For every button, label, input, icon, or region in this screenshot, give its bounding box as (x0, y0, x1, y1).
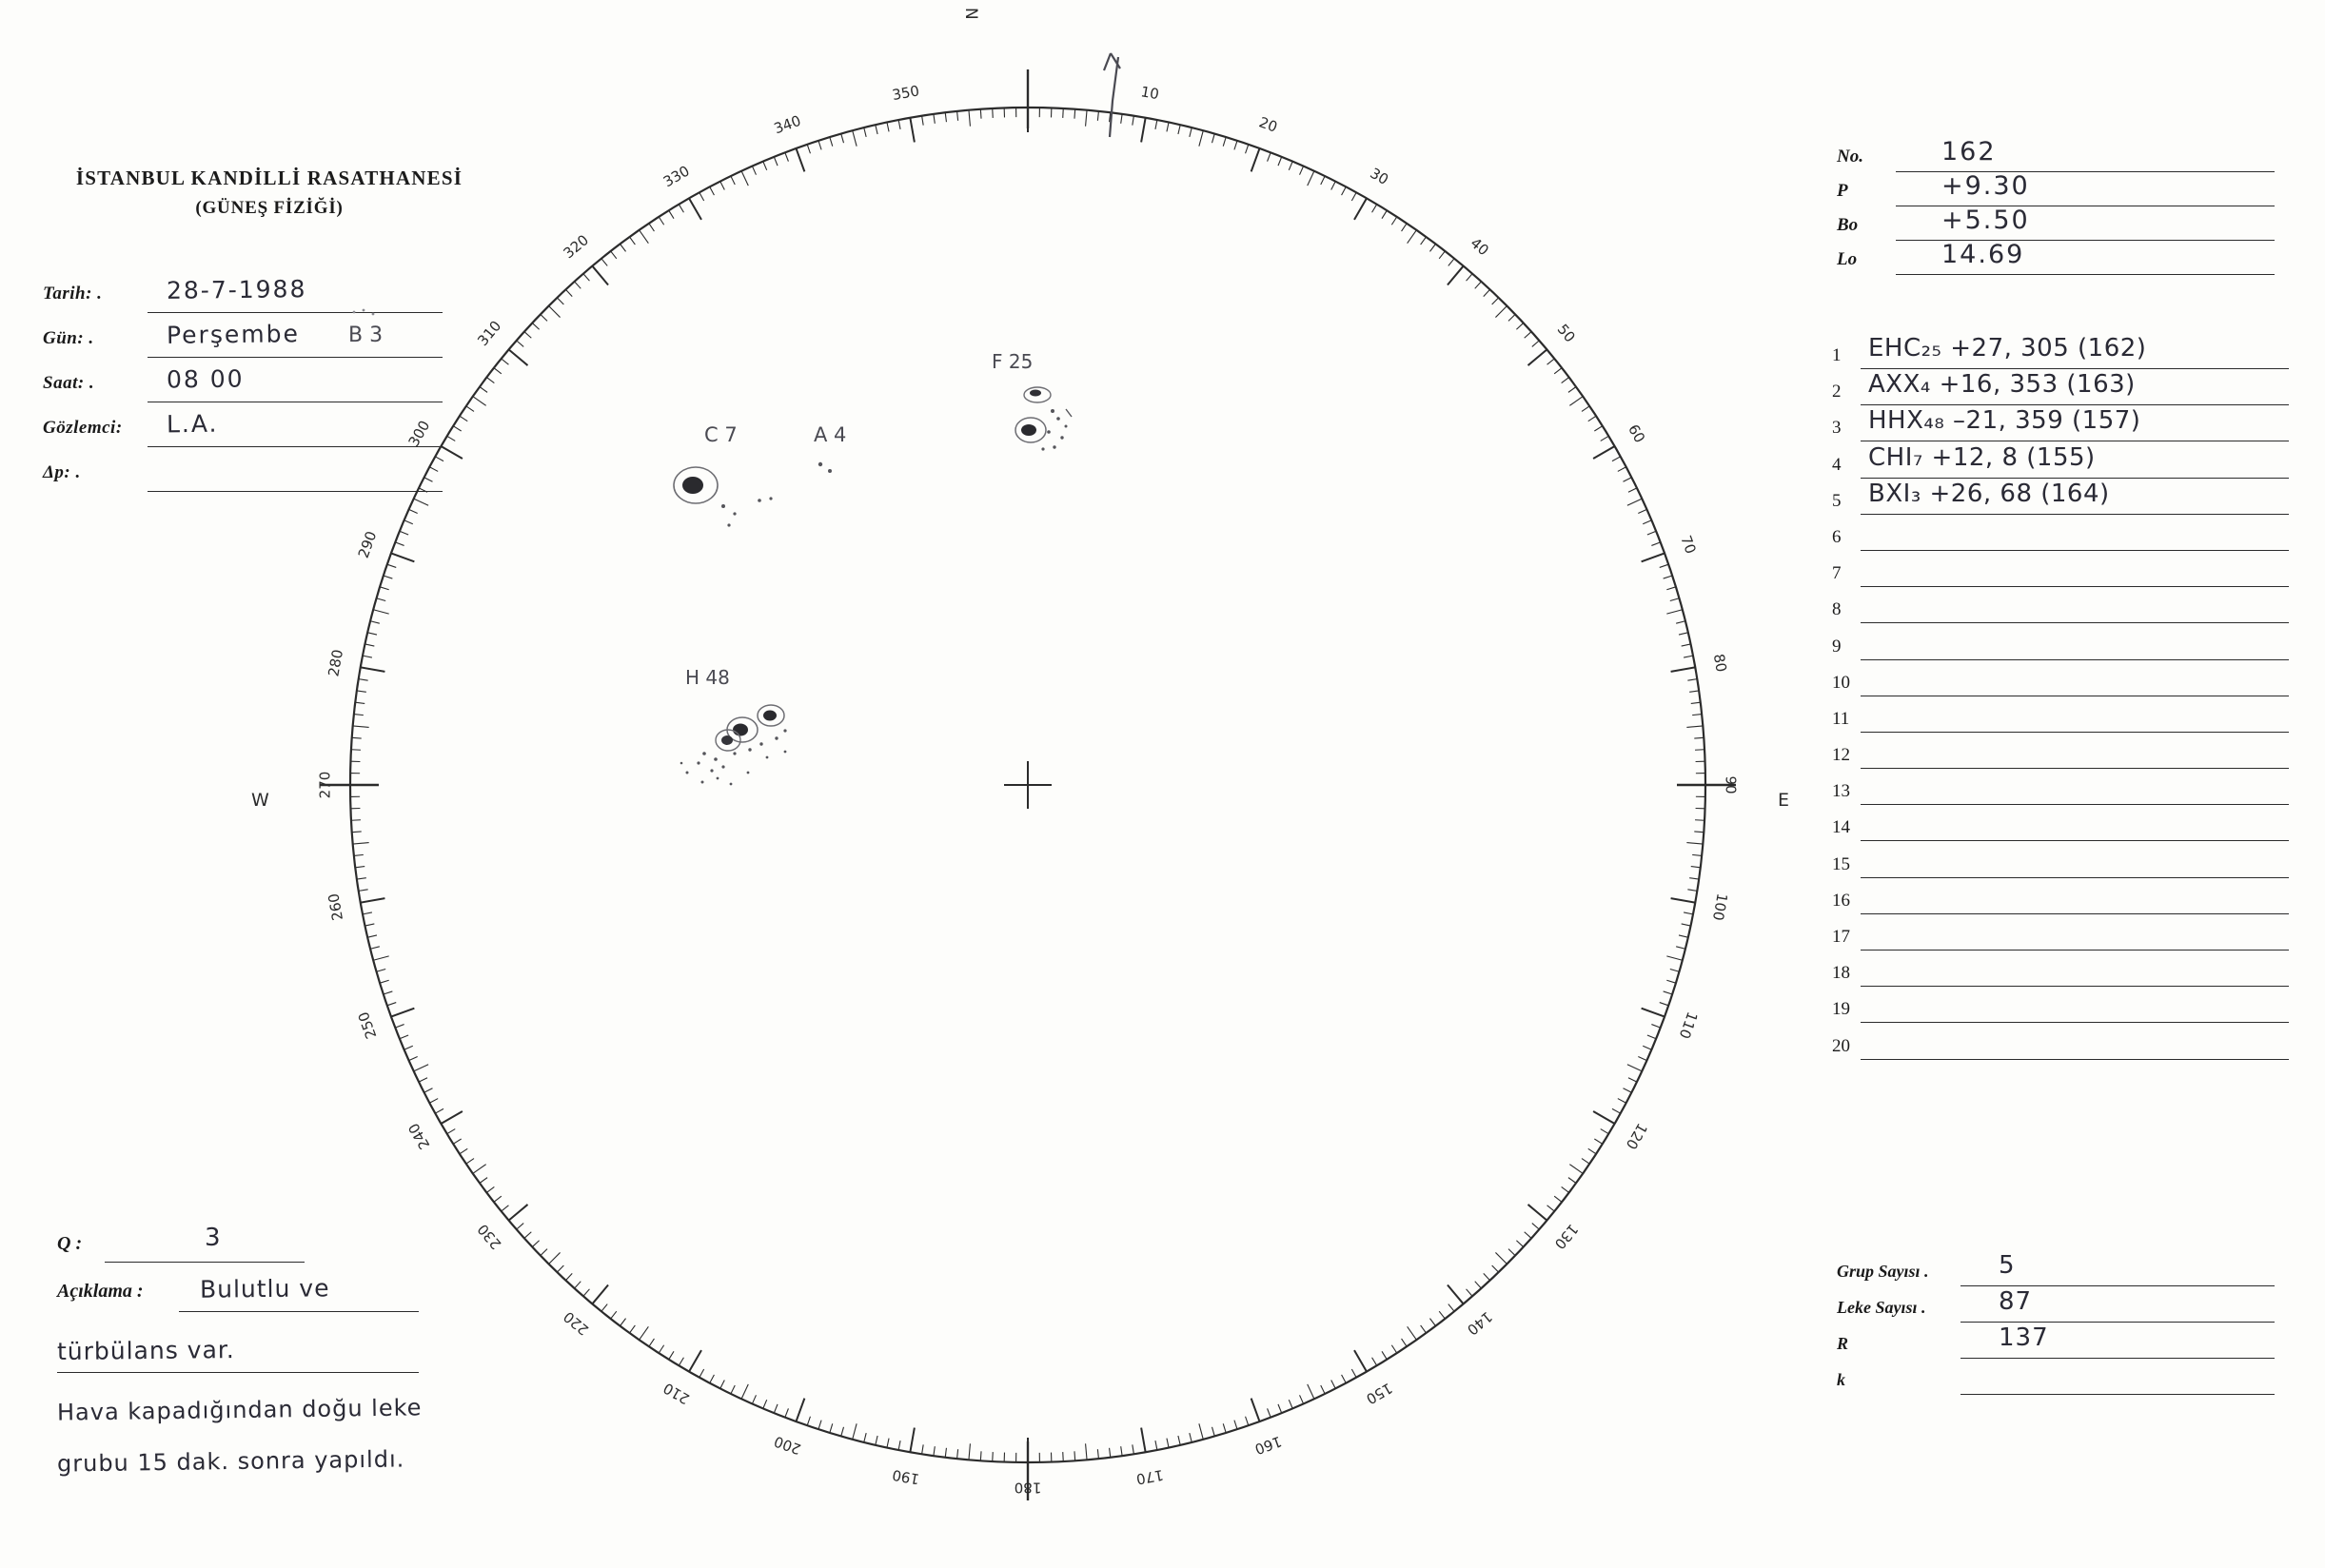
group-row (1832, 629, 2289, 665)
group-number: 3 (1832, 418, 1842, 439)
cardinal-west (251, 790, 269, 811)
group-number: 14 (1832, 817, 1850, 838)
total-key-k: k (1837, 1370, 1845, 1389)
group-rule (1861, 514, 2289, 515)
field-label-tarih: Tarih: . (43, 284, 103, 304)
svg-text:30: 30 (1367, 164, 1392, 189)
parameter-row (1837, 171, 2275, 211)
group-row (1832, 334, 2289, 374)
observatory-title: İSTANBUL KANDİLLİ RASATHANESİ (75, 167, 463, 189)
group-row (1832, 774, 2289, 810)
group-entry: BXI₃ +26, 68 (164) (1868, 479, 2110, 508)
field-label-deltap: Δp: . (43, 462, 81, 482)
group-annotation-b: B 3 (348, 323, 384, 347)
group-rule (1861, 950, 2289, 951)
group-row (1832, 883, 2289, 919)
group-rule (1861, 840, 2289, 841)
parameter-value-bo: +5.50 (1941, 206, 2030, 235)
svg-text:250: 250 (354, 1009, 381, 1042)
svg-text:170: 170 (1134, 1465, 1165, 1488)
group-number: 13 (1832, 781, 1850, 802)
svg-text:160: 160 (1252, 1432, 1285, 1459)
parameter-value-p: +9.30 (1941, 171, 2030, 201)
parameter-row (1837, 240, 2275, 280)
group-row (1832, 955, 2289, 991)
total-rule (1960, 1285, 2275, 1286)
parameter-row (1837, 137, 2275, 177)
svg-text:90: 90 (1722, 775, 1740, 794)
group-rule (1861, 622, 2289, 623)
svg-text:20: 20 (1256, 113, 1280, 136)
group-annotation-h: H 48 (685, 666, 730, 689)
field-value-gun: Perşembe (166, 320, 301, 349)
note-line-4: grubu 15 dak. sonra yapıldı. (56, 1445, 405, 1478)
group-row (1832, 519, 2289, 556)
svg-text:80: 80 (1709, 652, 1730, 674)
svg-text:340: 340 (771, 111, 803, 138)
group-number: 1 (1832, 345, 1842, 365)
group-row (1832, 406, 2289, 446)
svg-text:210: 210 (660, 1379, 693, 1408)
group-row (1832, 592, 2289, 628)
group-annotation-a: A 4 (814, 423, 847, 446)
group-row (1832, 370, 2289, 410)
group-rule (1861, 659, 2289, 660)
disk-graticule (305, 38, 1751, 1532)
group-number: 8 (1832, 599, 1842, 620)
total-value-r: 137 (1999, 1323, 2049, 1352)
parameter-key-bo: Bo (1837, 215, 1859, 235)
total-value-leke: 87 (1999, 1287, 2033, 1316)
svg-text:60: 60 (1624, 421, 1649, 446)
group-entry: AXX₄ +16, 353 (163) (1868, 370, 2136, 400)
group-rule (1861, 986, 2289, 987)
group-rule (1861, 586, 2289, 587)
group-number: 6 (1832, 526, 1842, 547)
total-rule (1960, 1322, 2275, 1323)
group-entry: EHC₂₅ +27, 305 (162) (1868, 334, 2147, 363)
field-label-saat: Saat: . (43, 373, 95, 393)
group-annotation-f: F 25 (992, 350, 1034, 373)
svg-text:300: 300 (404, 417, 434, 450)
solar-disk (305, 38, 1751, 1532)
total-row (1837, 1364, 2275, 1401)
total-row (1837, 1287, 2275, 1328)
field-value-gozlemci: L.A. (166, 409, 219, 439)
parameter-value-lo: 14.69 (1941, 240, 2025, 269)
total-rule (1960, 1394, 2275, 1395)
svg-text:110: 110 (1675, 1009, 1702, 1042)
svg-text:330: 330 (660, 162, 693, 191)
svg-text:350: 350 (891, 82, 921, 105)
group-row (1832, 556, 2289, 592)
total-row (1837, 1251, 2275, 1292)
svg-text:220: 220 (560, 1307, 593, 1339)
group-number: 7 (1832, 563, 1842, 584)
group-rule (1861, 478, 2289, 479)
total-key-grup: Grup Sayısı . (1837, 1262, 1929, 1281)
cardinal-east (1778, 790, 1789, 811)
group-row (1832, 991, 2289, 1028)
group-row (1832, 810, 2289, 846)
totals-panel (1837, 1251, 2275, 1401)
svg-text:230: 230 (474, 1220, 505, 1253)
svg-text:290: 290 (354, 528, 381, 560)
group-entry: HHX₄₈ –21, 359 (157) (1868, 406, 2141, 436)
total-key-r: R (1837, 1334, 1849, 1353)
svg-text:70: 70 (1677, 533, 1700, 557)
note-line-2: türbülans var. (56, 1336, 235, 1365)
group-rule (1861, 877, 2289, 878)
svg-text:180: 180 (1014, 1479, 1042, 1497)
parameter-row (1837, 206, 2275, 245)
cardinal-west-letter: W (251, 790, 269, 811)
group-number: 20 (1832, 1035, 1850, 1056)
svg-text:40: 40 (1467, 234, 1492, 260)
quality-value: 3 (205, 1224, 222, 1252)
group-rule (1861, 404, 2289, 405)
svg-text:280: 280 (325, 648, 347, 678)
parameter-key-p: P (1837, 181, 1848, 201)
total-value-grup: 5 (1999, 1251, 2016, 1280)
group-rule (1861, 768, 2289, 769)
svg-text:130: 130 (1550, 1220, 1582, 1253)
svg-text:150: 150 (1363, 1379, 1396, 1408)
explanation-label: Açıklama : (57, 1281, 144, 1302)
group-number: 19 (1832, 999, 1850, 1020)
group-number: 9 (1832, 636, 1842, 657)
note-line-1: Bulutlu ve (199, 1274, 330, 1303)
group-number: 11 (1832, 708, 1850, 729)
svg-text:140: 140 (1463, 1307, 1496, 1339)
group-rule (1861, 550, 2289, 551)
cardinal-east-letter: E (1778, 790, 1790, 811)
group-number: 4 (1832, 454, 1842, 475)
svg-text:100: 100 (1708, 892, 1731, 922)
svg-text:50: 50 (1553, 321, 1579, 346)
group-number: 12 (1832, 745, 1850, 766)
parameter-key-no: No. (1837, 147, 1863, 167)
svg-text:310: 310 (474, 317, 505, 350)
group-row (1832, 665, 2289, 701)
group-rule (1861, 1059, 2289, 1060)
group-row (1832, 847, 2289, 883)
group-row (1832, 737, 2289, 774)
svg-text:260: 260 (325, 892, 347, 922)
total-row (1837, 1323, 2275, 1364)
group-number: 5 (1832, 490, 1842, 511)
group-rule (1861, 368, 2289, 369)
quality-label: Q : (57, 1233, 83, 1254)
group-entry: CHI₇ +12, 8 (155) (1868, 442, 2096, 472)
group-number: 16 (1832, 890, 1850, 911)
quality-rule (105, 1262, 305, 1263)
parameter-key-lo: Lo (1837, 249, 1858, 269)
group-number: 17 (1832, 927, 1850, 947)
svg-text:10: 10 (1139, 83, 1161, 104)
svg-text:120: 120 (1622, 1120, 1651, 1153)
group-number: 18 (1832, 963, 1850, 984)
group-number: 2 (1832, 382, 1842, 402)
group-row (1832, 919, 2289, 955)
total-rule (1960, 1358, 2275, 1359)
parameters-panel (1837, 137, 2275, 280)
parameter-rule (1896, 274, 2275, 275)
group-rule (1861, 804, 2289, 805)
group-row (1832, 701, 2289, 737)
group-row (1832, 1029, 2289, 1065)
group-number: 10 (1832, 672, 1850, 693)
svg-text:270: 270 (316, 771, 334, 799)
observatory-department: (GÜNEŞ FİZİĞİ) (195, 198, 344, 218)
sunspot-group-list (1832, 334, 2289, 1065)
field-label-gun: Gün: . (43, 328, 94, 348)
parameter-value-no: 162 (1941, 137, 1997, 167)
svg-text:320: 320 (560, 231, 593, 263)
group-rule (1861, 1022, 2289, 1023)
note-line-3: Hava kapadığından doğu leke (56, 1394, 423, 1426)
group-annotation-c: C 7 (704, 423, 738, 446)
cardinal-north (961, 8, 980, 21)
svg-text:200: 200 (771, 1432, 803, 1459)
field-label-gozlemci: Gözlemci: (43, 418, 123, 438)
cardinal-north-letter: N (961, 8, 980, 21)
group-row (1832, 479, 2289, 519)
svg-text:240: 240 (404, 1120, 434, 1153)
group-row (1832, 442, 2289, 483)
total-key-leke: Leke Sayısı . (1837, 1298, 1926, 1317)
group-rule (1861, 913, 2289, 914)
svg-text:190: 190 (891, 1465, 921, 1488)
group-rule (1861, 732, 2289, 733)
group-number: 15 (1832, 853, 1850, 874)
field-value-tarih: 28-7-1988 (166, 275, 307, 304)
field-value-saat: 08 00 (166, 364, 245, 394)
